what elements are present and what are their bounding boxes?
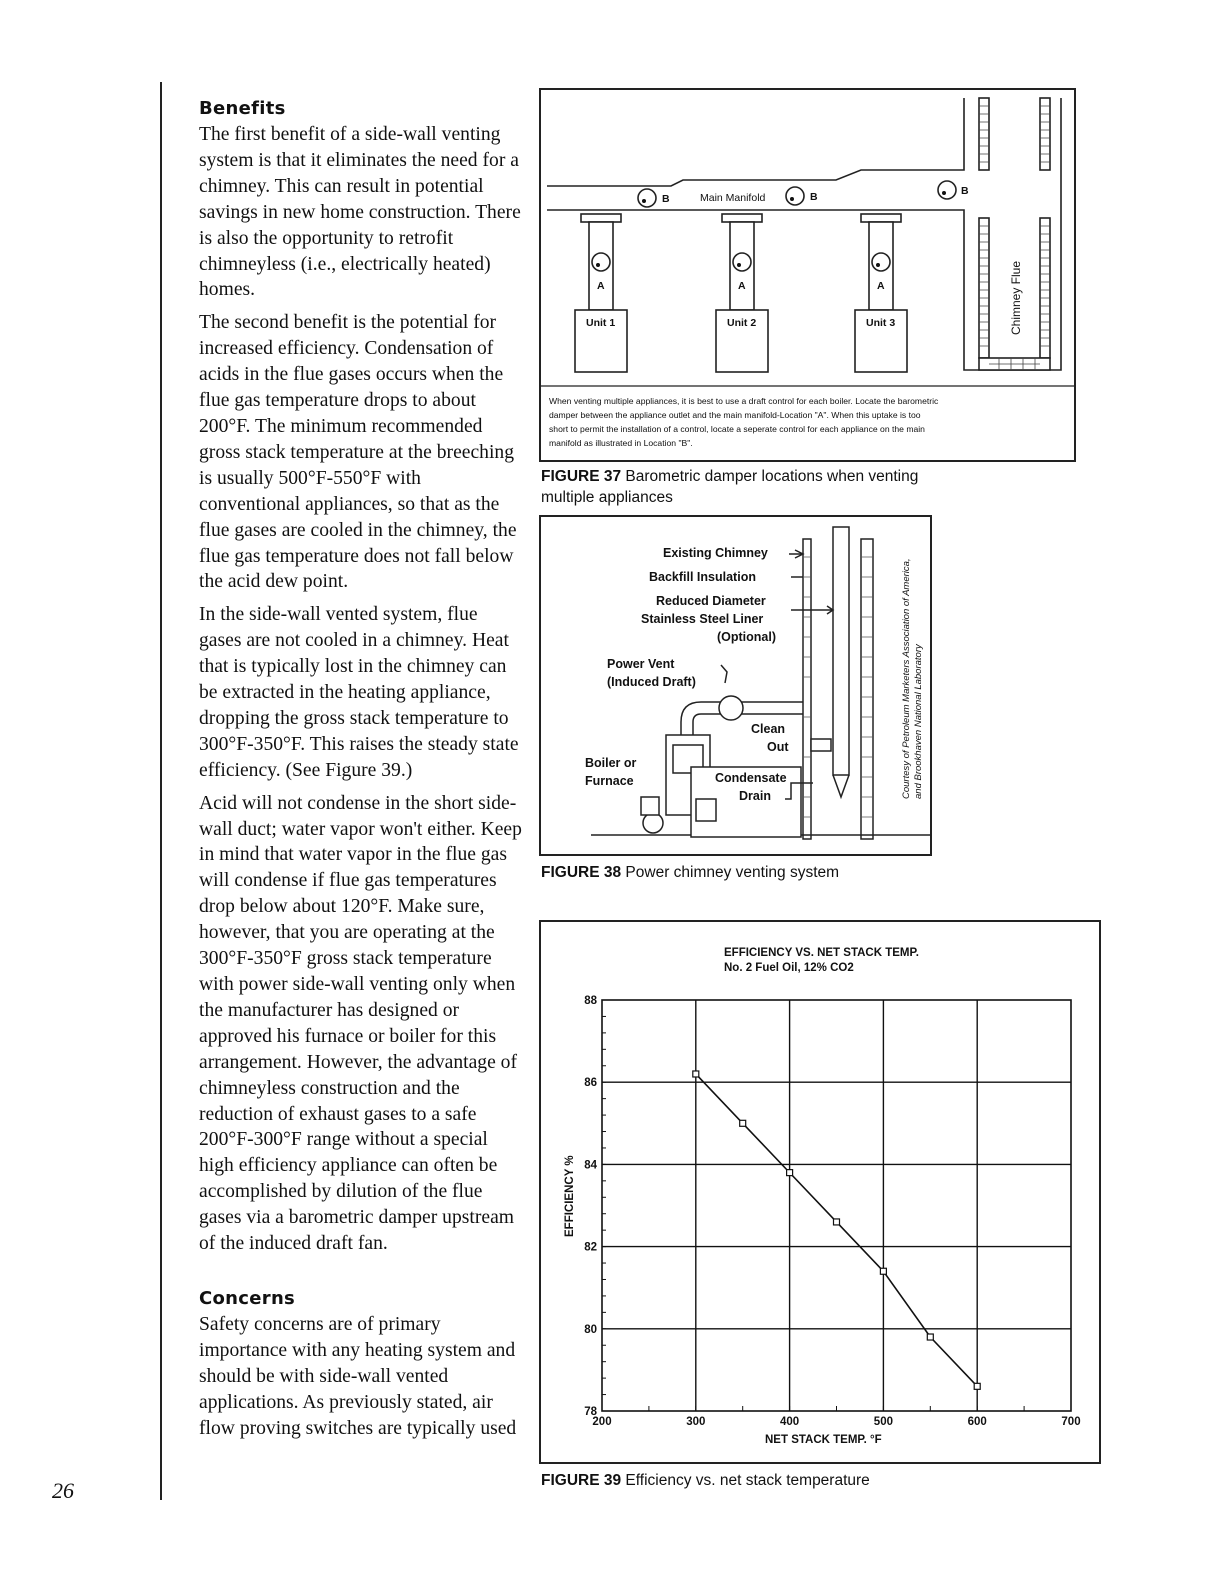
data-point [834,1219,840,1225]
figure-37-diagram [541,90,1074,460]
x-tick-label: 600 [967,1416,987,1428]
y-tick-label: 86 [584,1077,597,1090]
figure-39-title: Efficiency vs. net stack temperature [625,1472,870,1489]
y-axis-label: EFFICIENCY % [564,1155,576,1237]
figure-37-number: FIGURE 37 [541,468,622,485]
data-point [927,1334,933,1340]
damper-b-label: B [810,191,818,203]
clean-out-label: Clean [751,722,786,736]
benefits-paragraph-4: Acid will not condense in the short side-wall duct; water vapor won't either. Keep in mind that water vapor in the flue gas will condense if flue gas temperatures drop below about 120°F. Make sure, however, that you are operating at the 300°F-350°F gross stack temperature with power side-wall venting only when the manufacturer has designed or approved his furnace or boiler for this arrangement. However, the advantage of chimneyless construction and the reduction of exhaust gases to a safe 200°F-300°F range without a special high efficiency appliance can often be accomplished by dilution of the flue gases via a barometric damper upstream of the induced draft fan. [199,792,522,1255]
figure-38-title: Power chimney venting system [625,864,840,881]
damper-a-label: A [738,280,746,292]
figure-37 [539,88,1076,462]
figure-38-credit: and Brookhaven National Laboratory [913,644,924,799]
benefits-paragraph-1: The first benefit of a side-wall venting system is that it eliminates the need for a chimney. This can result in potential savings in new home construction. There is also the opportunity to retrofit chimneyless (i.e., electrically heated) homes. [199,124,521,301]
note-line: damper between the appliance outlet and the main manifold-Location "A". When this uptake is too [549,410,921,420]
damper-b-label: B [961,185,969,197]
text-column [199,96,524,1449]
damper-b-label: B [662,193,670,205]
power-vent-label: (Induced Draft) [607,675,696,689]
benefits-heading: Benefits [199,98,286,119]
x-tick-label: 300 [686,1416,706,1428]
data-point [787,1170,793,1176]
liner-label: (Optional) [717,630,777,644]
main-manifold-label: Main Manifold [700,192,766,204]
clean-out-label: Out [767,740,789,754]
y-tick-label: 82 [584,1241,597,1254]
figure-38-credit: Courtesy of Petroleum Marketers Association of America, [901,558,912,799]
figure-39 [539,920,1101,1464]
figure-38-diagram [541,517,930,854]
power-vent-label: Power Vent [607,657,675,671]
chimney-flue-label: Chimney Flue [1009,260,1023,335]
y-tick-label: 78 [584,1406,597,1418]
liner-label: Stainless Steel Liner [641,612,764,626]
figure-39-caption [541,1470,961,1491]
benefits-paragraph-3: In the side-wall vented system, flue gases are not cooled in a chimney. Heat that is typically lost in the chimney can be extracted in the heating appliance, dropping the gross stack temperature to 300°F-350°F. This raises the steady state efficiency. (See Figure 39.) [199,604,519,781]
unit-2-label: Unit 2 [727,317,757,329]
existing-chimney-label: Existing Chimney [663,546,768,560]
data-point [740,1120,746,1126]
page-number: 26 [52,1478,74,1503]
data-point [880,1268,886,1274]
boiler-furnace-label: Boiler or [585,756,637,770]
note-line: When venting multiple appliances, it is best to use a draft control for each boiler. Locate the barometric [549,396,939,406]
damper-a-label: A [877,280,885,292]
figure-38-caption [541,862,941,883]
condensate-drain-label: Drain [739,789,771,803]
note-line: short to permit the installation of a control, locate a seperate control for each appliance on the main [549,424,925,434]
concerns-paragraph-1: Safety concerns are of primary importance with any heating system and should be with side-wall vented applications. As previously stated, air flow proving switches are typically used [199,1313,517,1439]
figure-37-caption [541,466,961,508]
y-tick-label: 88 [584,995,597,1007]
data-point [693,1071,699,1077]
condensate-drain-label: Condensate [715,771,787,785]
figure-38 [539,515,932,856]
concerns-heading: Concerns [199,1287,296,1309]
backfill-insulation-label: Backfill Insulation [649,570,756,584]
chart-title: EFFICIENCY VS. NET STACK TEMP. [724,947,919,959]
unit-3-label: Unit 3 [866,317,896,329]
y-tick-label: 84 [584,1159,597,1172]
chart-subtitle: No. 2 Fuel Oil, 12% CO2 [724,962,854,974]
figure-37-title: Barometric damper locations when venting multiple appliances [541,468,919,506]
figure-38-number: FIGURE 38 [541,864,622,881]
benefits-paragraph-2: The second benefit is the potential for increased efficiency. Condensation of acids in the flue gases occurs when the flue gas temperature drops to about 200°F. The minimum recommended gross stack temperature at the breeching is usually 500°F-550°F with conventional appliances, so that as the flue gases are cooled in the chimney, the flue gas temperature does not fall below the acid dew point. [199,312,517,593]
note-line: manifold as illustrated in Location "B". [549,438,693,448]
liner-label: Reduced Diameter [656,594,766,608]
data-point [974,1383,980,1389]
boiler-furnace-label: Furnace [585,774,634,788]
x-tick-label: 200 [592,1416,612,1428]
unit-1-label: Unit 1 [586,317,616,329]
figure-37-note [549,396,939,448]
plot-frame [602,1000,1071,1411]
section-gap [199,1264,524,1286]
efficiency-line [696,1074,977,1386]
x-tick-label: 500 [873,1416,893,1428]
figure-39-number: FIGURE 39 [541,1472,622,1489]
efficiency-chart [541,922,1099,1462]
column-rule [160,82,162,1500]
x-tick-label: 400 [780,1416,800,1428]
x-axis-label: NET STACK TEMP. °F [765,1434,882,1446]
damper-a-label: A [597,280,605,292]
y-tick-label: 80 [584,1323,597,1336]
x-tick-label: 700 [1061,1416,1081,1428]
